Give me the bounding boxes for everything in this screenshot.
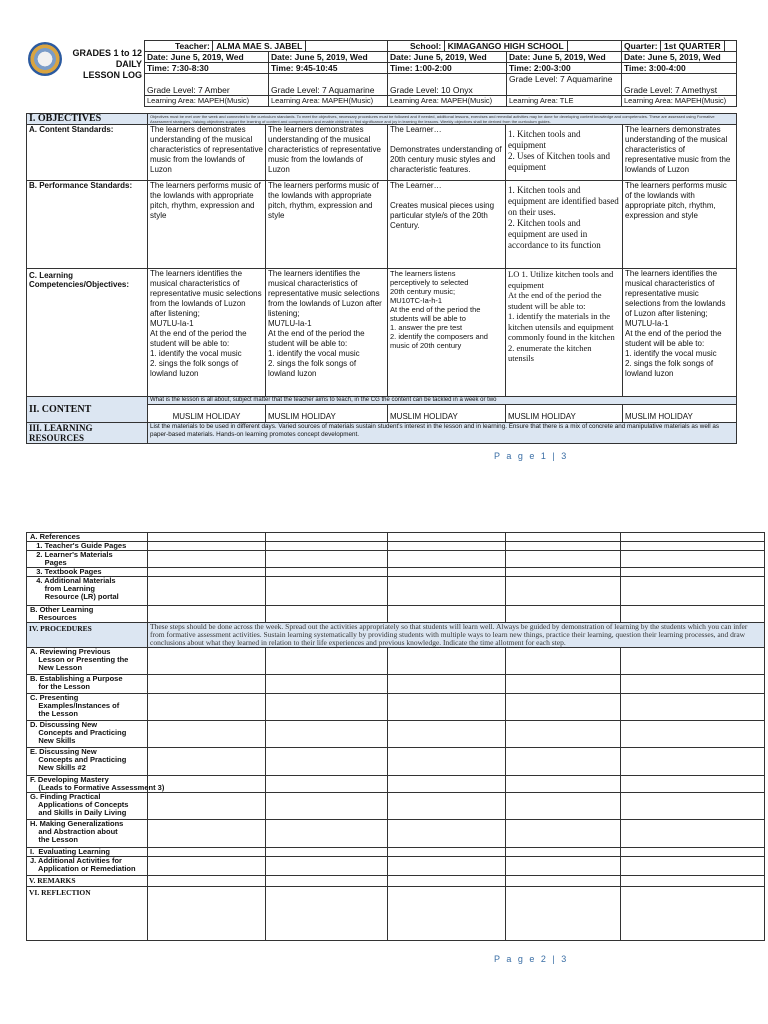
empty-cell bbox=[148, 793, 266, 820]
grade-cell: Grade Level: 7 Aquamarine bbox=[507, 74, 622, 96]
table-row bbox=[27, 857, 765, 876]
empty-cell bbox=[266, 675, 388, 694]
empty-cell bbox=[621, 694, 765, 721]
empty-cell bbox=[148, 848, 266, 857]
area-cell: Learning Area: MAPEH(Music) bbox=[269, 96, 388, 107]
empty-cell bbox=[148, 568, 266, 577]
competencies-label: C. Learning Competencies/Objectives: bbox=[27, 269, 148, 397]
content-standard-cell: 1. Kitchen tools and equipment 2. Uses of Kitchen tools and equipment bbox=[506, 125, 623, 181]
empty-cell bbox=[266, 551, 388, 568]
table-row bbox=[27, 776, 765, 793]
empty-cell bbox=[506, 568, 621, 577]
empty-cell bbox=[266, 721, 388, 748]
empty-cell bbox=[266, 648, 388, 675]
empty-cell bbox=[266, 776, 388, 793]
table-row bbox=[27, 848, 765, 857]
empty-cell bbox=[148, 533, 266, 542]
deped-seal-icon bbox=[28, 42, 62, 76]
row-label: 1. Teacher's Guide Pages bbox=[27, 542, 148, 551]
empty-cell bbox=[388, 694, 506, 721]
objectives-title: I. OBJECTIVES bbox=[27, 114, 148, 125]
date-cell: Date: June 5, 2019, Wed bbox=[388, 52, 507, 63]
content-standard-cell: The learners demonstrates understanding of the musical characteristics of representative music from the lowlands of Luzon bbox=[266, 125, 388, 181]
empty-cell bbox=[621, 568, 765, 577]
resources-note: List the materials to be used in different days. Varied sources of materials sustain student's interest in the lesson and in learning. Ensure that there is a mix of concrete and manipulative materials as well as paper-based materials. Hands-on learning promotes concept development. bbox=[148, 423, 737, 444]
competency-cell: LO 1. Utilize kitchen tools and equipment At the end of the period the student will be able to: 1. identify the materials in the kitchen utensils and equipment commonly found in the kitchen 2. enumerate the kitchen utensils bbox=[506, 269, 623, 397]
performance-standards-label: B. Performance Standards: bbox=[27, 181, 148, 269]
content-value: MUSLIM HOLIDAY bbox=[148, 405, 266, 423]
performance-standard-cell: The learners performs music of the lowlands with appropriate pitch, rhythm, expression and style bbox=[148, 181, 266, 269]
row-label: J. Additional Activities for Application or Remediation bbox=[27, 857, 148, 876]
empty-cell bbox=[621, 675, 765, 694]
empty-cell bbox=[506, 533, 621, 542]
empty-cell bbox=[266, 820, 388, 848]
table-row bbox=[27, 568, 765, 577]
row-label: 4. Additional Materials from Learning Resource (LR) portal bbox=[27, 577, 148, 606]
table-row bbox=[27, 551, 765, 568]
date-cell: Date: June 5, 2019, Wed bbox=[507, 52, 622, 63]
time-cell: Time: 2:00-3:00 bbox=[507, 63, 622, 74]
content-value: MUSLIM HOLIDAY bbox=[266, 405, 388, 423]
table-row bbox=[27, 675, 765, 694]
page-number: P a g e 2 | 3 bbox=[494, 954, 569, 964]
area-cell: Learning Area: MAPEH(Music) bbox=[388, 96, 507, 107]
empty-cell bbox=[506, 542, 621, 551]
content-standard-cell: The Learner… Demonstrates understanding of 20th century music styles and characteristic features. bbox=[388, 125, 506, 181]
empty-cell bbox=[148, 542, 266, 551]
empty-cell bbox=[621, 748, 765, 776]
empty-cell bbox=[388, 533, 506, 542]
table-row bbox=[27, 577, 765, 606]
empty-cell bbox=[506, 857, 621, 876]
competency-cell: The learners listens perceptively to selected 20th century music; MU10TC-Ia-h-1 At the end of the period the students will be able to 1. answer the pre test 2. identify the composers and music of 20th century bbox=[388, 269, 506, 397]
empty-cell bbox=[621, 533, 765, 542]
area-cell: Learning Area: MAPEH(Music) bbox=[622, 96, 737, 107]
area-cell: Learning Area: MAPEH(Music) bbox=[145, 96, 269, 107]
empty-cell bbox=[148, 577, 266, 606]
content-value: MUSLIM HOLIDAY bbox=[388, 405, 506, 423]
empty-cell bbox=[388, 542, 506, 551]
table-row bbox=[27, 721, 765, 748]
table-row bbox=[27, 648, 765, 675]
performance-standard-cell: The learners performs music of the lowlands with appropriate pitch, rhythm, expression and style bbox=[623, 181, 737, 269]
table-row bbox=[27, 542, 765, 551]
empty-cell bbox=[506, 675, 621, 694]
empty-cell bbox=[388, 793, 506, 820]
empty-cell bbox=[266, 606, 388, 623]
grade-cell: Grade Level: 7 Aquamarine bbox=[269, 74, 388, 96]
empty-cell bbox=[506, 694, 621, 721]
objectives-table bbox=[26, 113, 737, 444]
empty-cell bbox=[266, 533, 388, 542]
empty-cell bbox=[506, 577, 621, 606]
teacher-cell: Teacher: ALMA MAE S. JABEL bbox=[145, 41, 388, 52]
date-cell: Date: June 5, 2019, Wed bbox=[269, 52, 388, 63]
grade-cell: Grade Level: 7 Amber bbox=[145, 74, 269, 96]
empty-cell bbox=[388, 551, 506, 568]
empty-cell bbox=[621, 577, 765, 606]
empty-cell bbox=[148, 694, 266, 721]
empty-cell bbox=[148, 551, 266, 568]
row-label: B. Establishing a Purpose for the Lesson bbox=[27, 675, 148, 694]
empty-cell bbox=[506, 606, 621, 623]
empty-cell bbox=[148, 820, 266, 848]
row-label: A. Reviewing Previous Lesson or Presenting the New Lesson bbox=[27, 648, 148, 675]
empty-cell bbox=[506, 551, 621, 568]
school-cell: School: KIMAGANGO HIGH SCHOOL bbox=[388, 41, 622, 52]
empty-cell bbox=[621, 820, 765, 848]
time-cell: Time: 7:30-8:30 bbox=[145, 63, 269, 74]
grade-cell: Grade Level: 10 Onyx bbox=[388, 74, 507, 96]
empty-cell bbox=[388, 606, 506, 623]
empty-cell bbox=[621, 551, 765, 568]
content-value: MUSLIM HOLIDAY bbox=[623, 405, 737, 423]
table-row bbox=[27, 606, 765, 623]
empty-cell bbox=[621, 848, 765, 857]
empty-cell bbox=[506, 793, 621, 820]
content-standards-label: A. Content Standards: bbox=[27, 125, 148, 181]
empty-cell bbox=[621, 648, 765, 675]
content-standard-cell: The learners demonstrates understanding of the musical characteristics of representative music from the lowlands of Luzon bbox=[148, 125, 266, 181]
empty-cell bbox=[266, 568, 388, 577]
table-row bbox=[27, 533, 765, 542]
empty-cell bbox=[506, 748, 621, 776]
empty-cell bbox=[266, 748, 388, 776]
empty-cell bbox=[148, 857, 266, 876]
empty-cell bbox=[388, 648, 506, 675]
empty-cell bbox=[388, 848, 506, 857]
table-row bbox=[27, 820, 765, 848]
procedures-table bbox=[26, 532, 765, 941]
empty-cell bbox=[266, 694, 388, 721]
row-label: 2. Learner's Materials Pages bbox=[27, 551, 148, 568]
empty-cell bbox=[148, 776, 266, 793]
empty-cell bbox=[148, 721, 266, 748]
procedures-note: These steps should be done across the week. Spread out the activities appropriately so that students will learn well. Always be guided by demonstration of learning by the students which you can infer from formative assessment activities. Sustain learning systematically by providing students with multiple ways to learn new things, practice their learning, question their learning processes, and draw conclusions about what they learned in relation to their life experiences and previous knowledge. Indicate the time allotment for each step. bbox=[148, 623, 765, 648]
competency-cell: The learners identifies the musical characteristics of representative music selections from the lowlands of Luzon after listening; MU7LU-Ia-1 At the end of the period the student will be able to: 1. identify the vocal music 2. sings the folk songs of lowland luzon bbox=[148, 269, 266, 397]
empty-cell bbox=[388, 857, 506, 876]
empty-cell bbox=[148, 675, 266, 694]
empty-cell bbox=[621, 606, 765, 623]
competency-cell: The learners identifies the musical characteristics of representative music selections from the lowlands of Luzon after listening; MU7LU-Ia-1 At the end of the period the student will be able to: 1. identify the vocal music 2. sings the folk songs of lowland luzon bbox=[266, 269, 388, 397]
empty-cell bbox=[388, 721, 506, 748]
empty-cell bbox=[148, 606, 266, 623]
table-row bbox=[27, 793, 765, 820]
empty-cell bbox=[621, 793, 765, 820]
empty-cell bbox=[148, 748, 266, 776]
row-label: 3. Textbook Pages bbox=[27, 568, 148, 577]
empty-cell bbox=[388, 820, 506, 848]
empty-cell bbox=[388, 748, 506, 776]
empty-cell bbox=[266, 848, 388, 857]
procedures-title: IV. PROCEDURES bbox=[27, 623, 148, 648]
performance-standard-cell: The learners performs music of the lowlands with appropriate pitch, rhythm, expression and style bbox=[266, 181, 388, 269]
row-label: B. Other Learning Resources bbox=[27, 606, 148, 623]
empty-cell bbox=[506, 721, 621, 748]
empty-cell bbox=[266, 793, 388, 820]
empty-cell bbox=[388, 568, 506, 577]
row-label: D. Discussing New Concepts and Practicing New Skills bbox=[27, 721, 148, 748]
empty-cell bbox=[506, 776, 621, 793]
date-cell: Date: June 5, 2019, Wed bbox=[145, 52, 269, 63]
grade-cell: Grade Level: 7 Amethyst bbox=[622, 74, 737, 96]
empty-cell bbox=[388, 675, 506, 694]
empty-cell bbox=[148, 648, 266, 675]
row-label: F. Developing Mastery (Leads to Formative Assessment 3) bbox=[27, 776, 148, 793]
remarks-title: V. REMARKS bbox=[27, 876, 148, 887]
resources-title: III. LEARNING RESOURCES bbox=[27, 423, 148, 444]
empty-cell bbox=[388, 577, 506, 606]
empty-cell bbox=[506, 648, 621, 675]
header-table bbox=[144, 40, 737, 107]
performance-standard-cell: The Learner… Creates musical pieces using particular style/s of the 20th Century. bbox=[388, 181, 506, 269]
content-title: II. CONTENT bbox=[27, 397, 148, 423]
empty-cell bbox=[266, 577, 388, 606]
date-cell: Date: June 5, 2019, Wed bbox=[622, 52, 737, 63]
content-note: What is the lesson is all about, subject matter that the teacher aims to teach, in the CG the content can be tackled in a week or two bbox=[148, 397, 737, 405]
content-value: MUSLIM HOLIDAY bbox=[506, 405, 623, 423]
empty-cell bbox=[266, 542, 388, 551]
objectives-note: Objectives must be met over the week and connected to the curriculum standards. To meet the objectives, necessary procedures must be followed and if needed, additional lessons, exercises and remedial activities may be done for developing content knowledge and competencies. These are assessed using Formative Assessment strategies. Valuing objectives support the learning of content and competencies and enable children to find significance and joy in learning the lessons. Weekly objectives shall be derived from the curriculum guides. bbox=[148, 114, 737, 125]
empty-cell bbox=[388, 776, 506, 793]
empty-cell bbox=[621, 857, 765, 876]
row-label: A. References bbox=[27, 533, 148, 542]
row-label: H. Making Generalizations and Abstraction about the Lesson bbox=[27, 820, 148, 848]
time-cell: Time: 9:45-10:45 bbox=[269, 63, 388, 74]
time-cell: Time: 3:00-4:00 bbox=[622, 63, 737, 74]
row-label: C. Presenting Examples/Instances of the Lesson bbox=[27, 694, 148, 721]
row-label: E. Discussing New Concepts and Practicing New Skills #2 bbox=[27, 748, 148, 776]
empty-cell bbox=[621, 721, 765, 748]
competency-cell: The learners identifies the musical characteristics of representative music selections from the lowlands of Luzon after listening; MU7LU-Ia-1 At the end of the period the student will be able to: 1. identify the vocal music 2. sings the folk songs of lowland luzon bbox=[623, 269, 737, 397]
quarter-cell: Quarter: 1st QUARTER bbox=[622, 41, 737, 52]
empty-cell bbox=[621, 776, 765, 793]
time-cell: Time: 1:00-2:00 bbox=[388, 63, 507, 74]
empty-cell bbox=[506, 848, 621, 857]
row-label: G. Finding Practical Applications of Concepts and Skills in Daily Living bbox=[27, 793, 148, 820]
empty-cell bbox=[506, 820, 621, 848]
row-label: I. Evaluating Learning bbox=[27, 848, 148, 857]
page-number: P a g e 1 | 3 bbox=[494, 451, 569, 461]
empty-cell bbox=[266, 857, 388, 876]
table-row bbox=[27, 748, 765, 776]
content-standard-cell: The learners demonstrates understanding of the musical characteristics of representative music from the lowlands of Luzon bbox=[623, 125, 737, 181]
empty-cell bbox=[621, 542, 765, 551]
table-row bbox=[27, 694, 765, 721]
performance-standard-cell: 1. Kitchen tools and equipment are identified based on their uses. 2. Kitchen tools and equipment are used in accordance to its function bbox=[506, 181, 623, 269]
area-cell: Learning Area: TLE bbox=[507, 96, 622, 107]
logo-title: GRADES 1 to 12 DAILY LESSON LOG bbox=[72, 48, 142, 80]
reflection-title: VI. REFLECTION bbox=[27, 887, 148, 941]
